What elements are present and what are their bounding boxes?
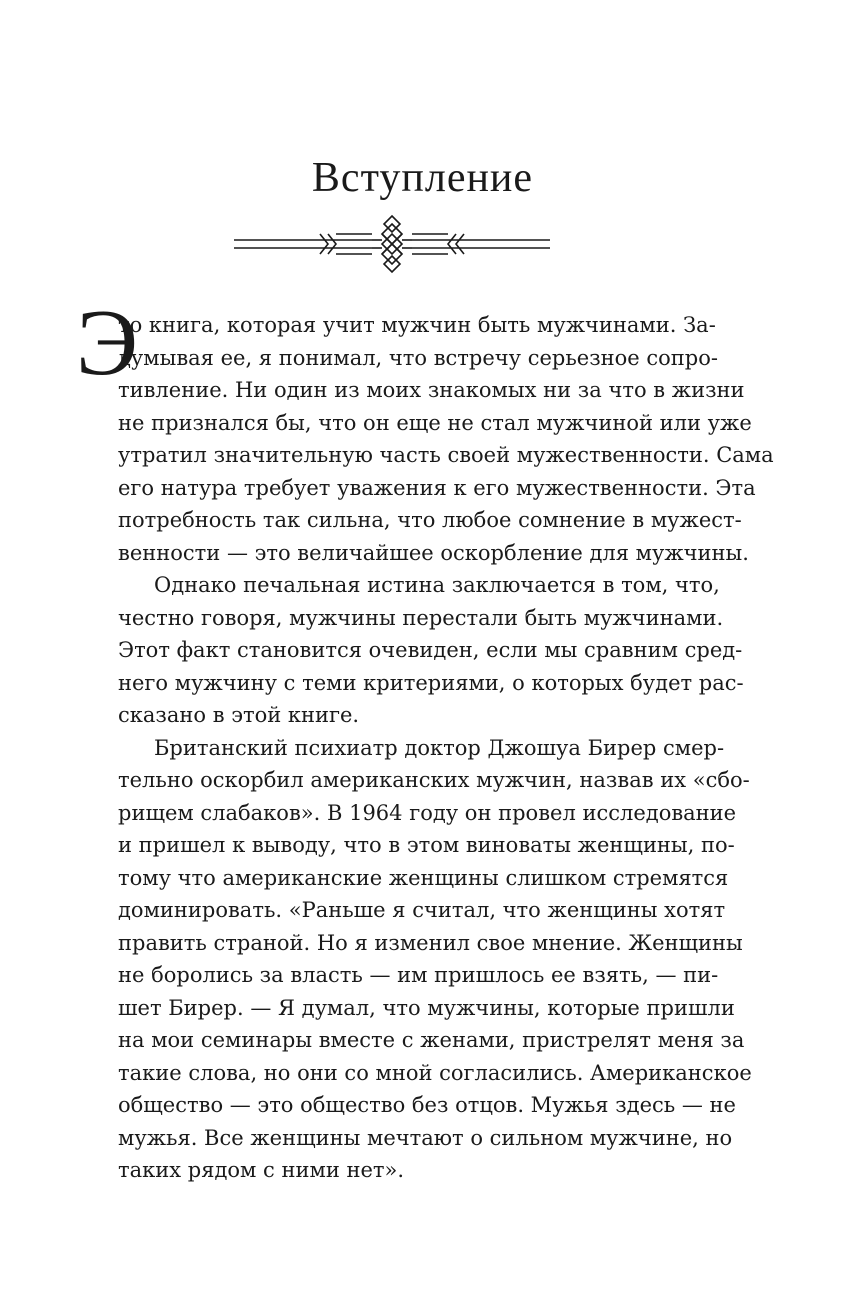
text-line: таких рядом с ними нет». [118, 1158, 405, 1182]
text-line: не боролись за власть — им пришлось ее взять, — пи- [118, 963, 719, 987]
text-line: его натура требует уважения к его мужественности. Эта [118, 475, 756, 500]
text-line: мужья. Все женщины мечтают о сильном мужчине, но [118, 1125, 733, 1150]
text-line: и пришел к выводу, что в этом виноваты женщины, по- [118, 833, 735, 857]
text-line: тивление. Ни один из моих знакомых ни за что в жизни [118, 378, 745, 402]
text-line: такие слова, но они со мной согласились. Американское [118, 1060, 752, 1085]
text-line: Однако печальная истина заключается в том, что, [154, 573, 720, 597]
text-line: рищем слабаков». В 1964 году он провел исследование [118, 800, 737, 825]
text-line: не признался бы, что он еще не стал мужчиной или уже [118, 410, 752, 435]
drop-cap: Э [76, 291, 139, 395]
text-line: утратил значительную часть своей мужественности. Сама [118, 443, 774, 467]
text-line: венности — это величайшее оскорбление для мужчины. [118, 540, 749, 565]
text-line: тому что американские женщины слишком стремятся [118, 865, 729, 890]
paragraph-2 [118, 569, 744, 732]
celtic-knot-divider-icon [232, 212, 552, 276]
text-line: думывая ее, я понимал, что встречу серьезное сопро- [118, 345, 718, 370]
text-line: доминировать. «Раньше я считал, что женщины хотят [118, 898, 726, 922]
text-line: тельно оскорбил американских мужчин, назвав их «сбо- [118, 768, 750, 792]
text-line: честно говоря, мужчины перестали быть мужчинами. [118, 605, 724, 630]
paragraph-1 [76, 291, 774, 569]
text-line: на мои семинары вместе с женами, пристрелят меня за [118, 1028, 745, 1052]
text-line: общество — это общество без отцов. Мужья здесь — не [118, 1093, 736, 1117]
text-line: него мужчину с теми критериями, о которых будет рас- [118, 670, 744, 695]
text-line: Британский психиатр доктор Джошуа Бирер смер- [154, 735, 725, 760]
paragraph-3 [118, 732, 752, 1187]
text-line: править страной. Но я изменил свое мнение. Женщины [118, 930, 743, 955]
chapter-title: Вступление [311, 155, 534, 201]
text-line: то книга, которая учит мужчин быть мужчинами. За- [118, 313, 716, 337]
text-line: потребность так сильна, что любое сомнение в мужест- [118, 508, 742, 532]
text-line: сказано в этой книге. [118, 703, 360, 727]
text-line: Этот факт становится очевиден, если мы сравним сред- [118, 638, 743, 662]
text-line: шет Бирер. — Я думал, что мужчины, которые пришли [118, 995, 735, 1020]
body-text [76, 291, 774, 1187]
